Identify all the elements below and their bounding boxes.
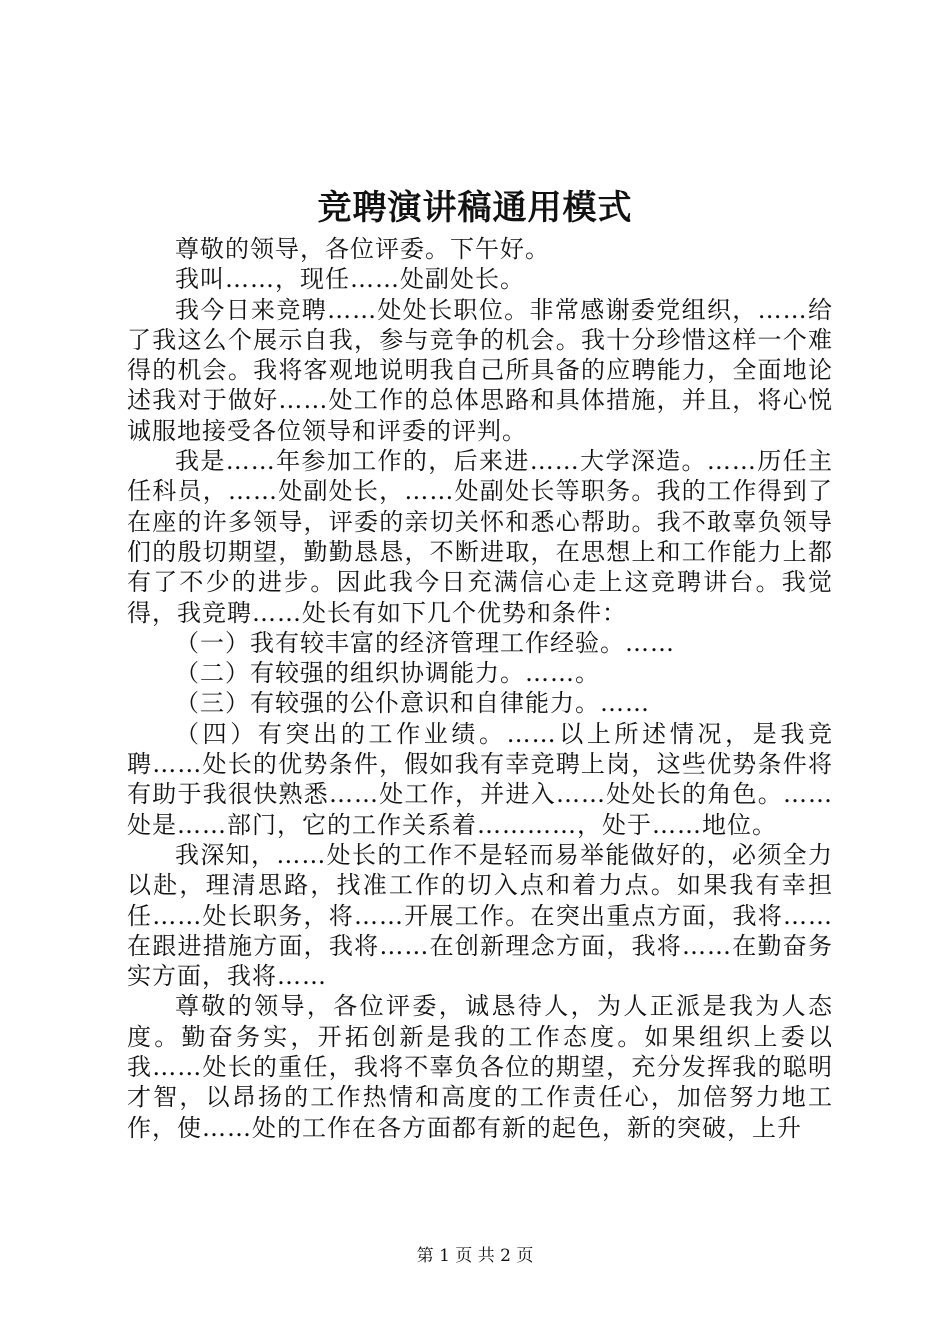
paragraph-advantage-2: （二）有较强的组织协调能力。……。 [175, 659, 600, 688]
paragraph-closing: 尊敬的领导，各位评委，诚恳待人，为人正派是我为人态度。勤奋务实，开拓创新是我的工作态度。如果组织上委以我……处长的重任，我将不辜负各位的期望，充分发挥我的聪明才智，以昂扬的工作热情和高度的工作责任心，加倍努力地工作，使……处的工作在各方面都有新的起色，新的突破，上升 [127, 992, 833, 1142]
paragraph-greeting: 尊敬的领导，各位评委。下午好。 [175, 235, 550, 263]
paragraph-self-intro: 我叫……，现任……处副处长。 [175, 265, 525, 294]
paragraph-work-plan: 我深知，……处长的工作不是轻而易举能做好的，必须全力以赴，理清思路，找准工作的切入点和着力点。如果我有幸担任……处长职务，将……开展工作。在突出重点方面，我将……在跟进措施方面，我将……在创新理念方面，我将……在勤奋务实方面，我将…… [127, 840, 833, 991]
page-number: 第 1 页 共 2 页 [416, 1246, 534, 1266]
document-title: 竞聘演讲稿通用模式 [317, 188, 633, 228]
paragraph-advantage-1: （一）我有较丰富的经济管理工作经验。…… [175, 628, 675, 657]
paragraph-advantage-3: （三）有较强的公仆意识和自律能力。…… [175, 689, 650, 718]
paragraph-position: 我今日来竞聘……处处长职位。非常感谢委党组织，……给了我这么个展示自我，参与竞争的机会。我十分珍惜这样一个难得的机会。我将客观地说明我自己所具备的应聘能力，全面地论述我对于做好……处工作的总体思路和具体措施，并且，将心悦诚服地接受各位领导和评委的评判。 [127, 295, 833, 445]
paragraph-background: 我是……年参加工作的，后来进……大学深造。……历任主任科员，……处副处长，……处副处长等职务。我的工作得到了在座的许多领导，评委的亲切关怀和悉心帮助。我不敢辜负领导们的殷切期望，勤勤恳恳，不断进取，在思想上和工作能力上都有了不少的进步。因此我今日充满信心走上这竞聘讲台。我觉得，我竞聘……处长有如下几个优势和条件： [127, 447, 833, 627]
paragraph-advantage-4: （四）有突出的工作业绩。……以上所述情况，是我竞聘……处长的优势条件，假如我有幸竞聘上岗，这些优势条件将有助于我很快熟悉……处工作，并进入……处处长的角色。……处是……部门，它的工作关系着…………，处于……地位。 [127, 719, 833, 839]
document-body [127, 234, 833, 1143]
